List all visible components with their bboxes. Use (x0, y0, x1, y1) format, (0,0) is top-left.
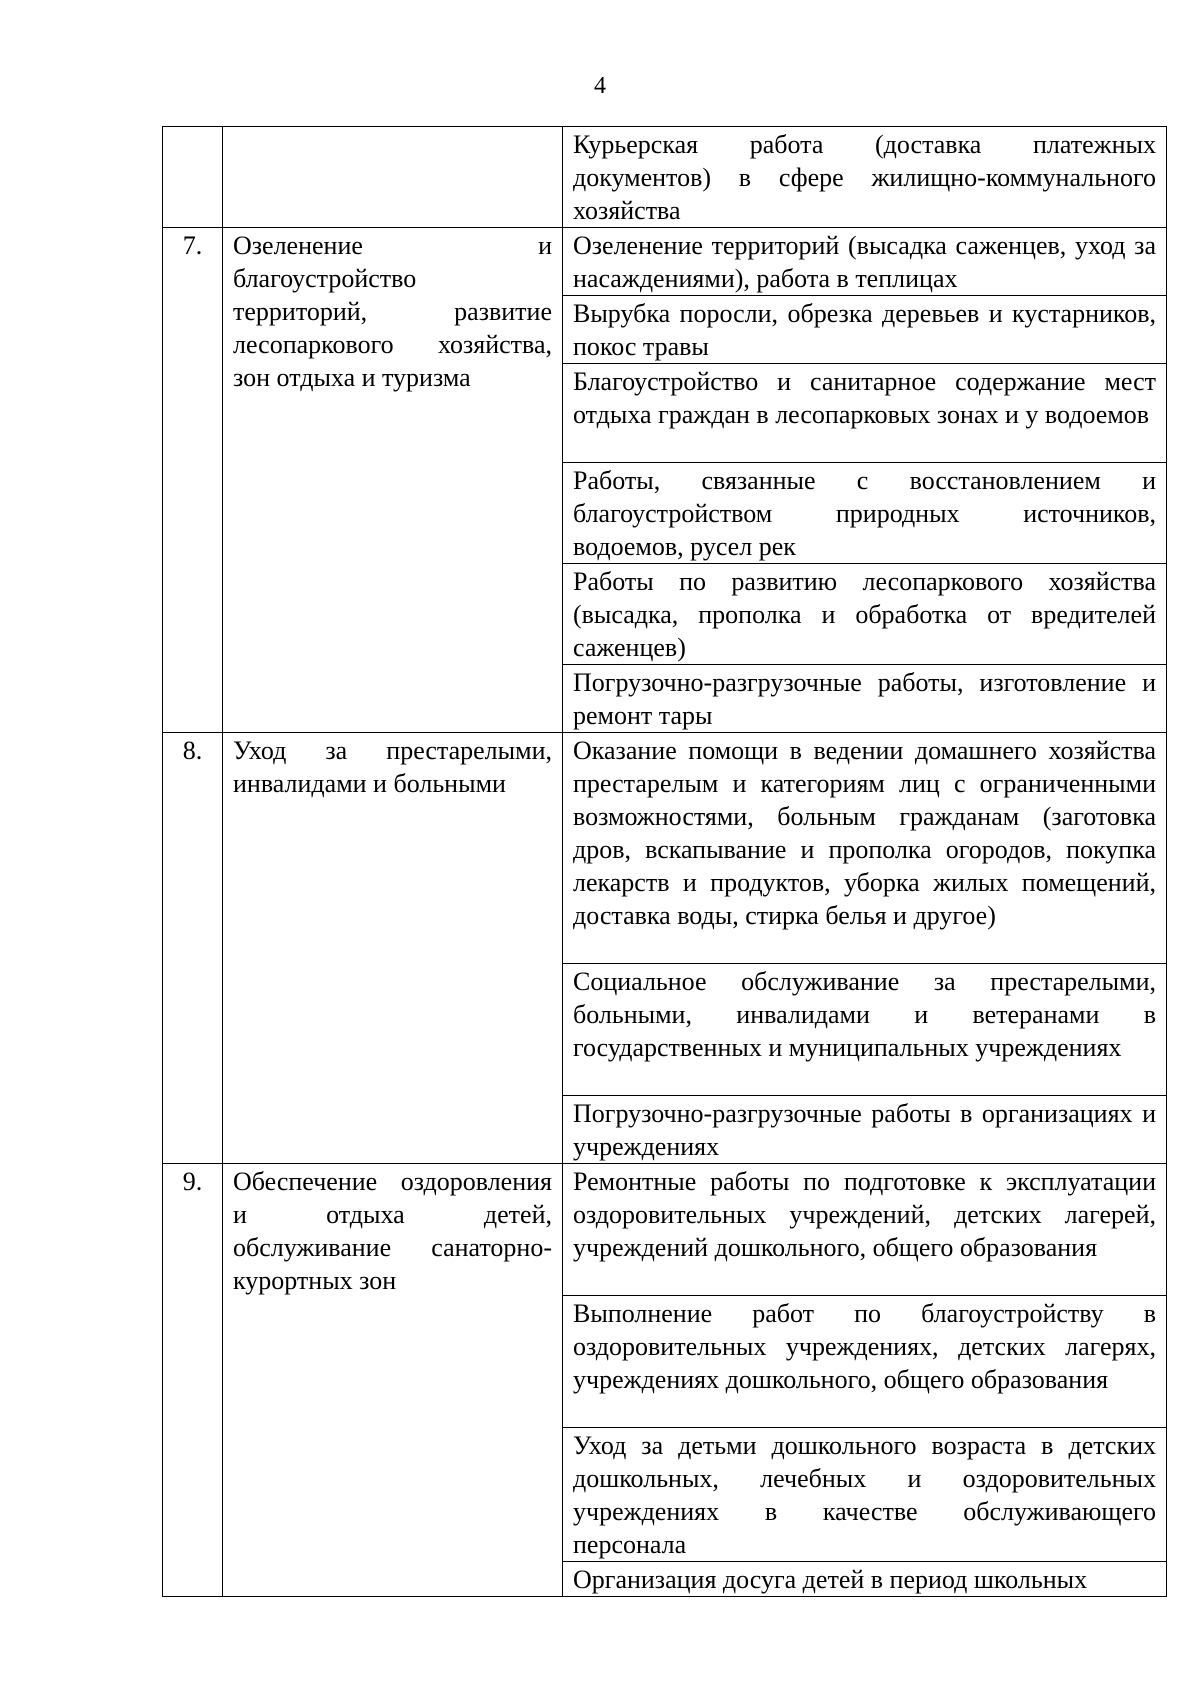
work-type-cell: Организация досуга детей в период школьных (563, 1562, 1167, 1597)
activity-area-cell: Уход за престарелыми, инвалидами и больными (223, 733, 563, 1164)
row-number-cell (163, 127, 223, 228)
table-row (163, 1164, 1167, 1296)
work-type-cell: Работы, связанные с восстановлением и благоустройством природных источников, водоемов, русел рек (563, 463, 1167, 564)
activity-area-cell (223, 127, 563, 228)
work-type-cell: Уход за детьми дошкольного возраста в детских дошкольных, лечебных и оздоровительных учреждениях в качестве обслуживающего персонала (563, 1428, 1167, 1562)
work-type-cell: Вырубка поросли, обрезка деревьев и кустарников, покос травы (563, 296, 1167, 364)
work-type-cell: Благоустройство и санитарное содержание мест отдыха граждан в лесопарковых зонах и у водоемов (563, 364, 1167, 463)
work-type-cell: Озеленение территорий (высадка саженцев, уход за насаждениями), работа в теплицах (563, 228, 1167, 296)
work-type-cell: Работы по развитию лесопаркового хозяйства (высадка, прополка и обработка от вредителей саженцев) (563, 564, 1167, 665)
activity-area-cell: Озеленение и благоустройство территорий, развитие лесопаркового хозяйства, зон отдыха и туризма (223, 228, 563, 733)
table-row (163, 228, 1167, 296)
table-row (163, 733, 1167, 964)
row-number-cell: 8. (163, 733, 223, 1164)
work-type-cell: Выполнение работ по благоустройству в оздоровительных учреждениях, детских лагерях, учреждениях дошкольного, общего образования (563, 1296, 1167, 1428)
row-number-cell: 7. (163, 228, 223, 733)
work-type-cell: Курьерская работа (доставка платежных документов) в сфере жилищно-коммунального хозяйства (563, 127, 1167, 228)
row-number-cell: 9. (163, 1164, 223, 1597)
activity-area-cell: Обеспечение оздоровления и отдыха детей, обслуживание санаторно-курортных зон (223, 1164, 563, 1597)
page-number: 4 (594, 73, 606, 99)
work-type-cell: Погрузочно-разгрузочные работы в организациях и учреждениях (563, 1096, 1167, 1164)
work-type-cell: Социальное обслуживание за престарелыми, больными, инвалидами и ветеранами в государственных и муниципальных учреждениях (563, 964, 1167, 1096)
work-type-cell: Ремонтные работы по подготовке к эксплуатации оздоровительных учреждений, детских лагерей, учреждений дошкольного, общего образования (563, 1164, 1167, 1296)
work-type-cell: Погрузочно-разгрузочные работы, изготовление и ремонт тары (563, 665, 1167, 733)
public-works-table (162, 126, 1167, 1597)
table-row (163, 127, 1167, 228)
work-type-cell: Оказание помощи в ведении домашнего хозяйства престарелым и категориям лиц с ограниченными возможностями, больным гражданам (заготовка дров, вскапывание и прополка огородов, покупка лекарств и продуктов, уборка жилых помещений, доставка воды, стирка белья и другое) (563, 733, 1167, 964)
